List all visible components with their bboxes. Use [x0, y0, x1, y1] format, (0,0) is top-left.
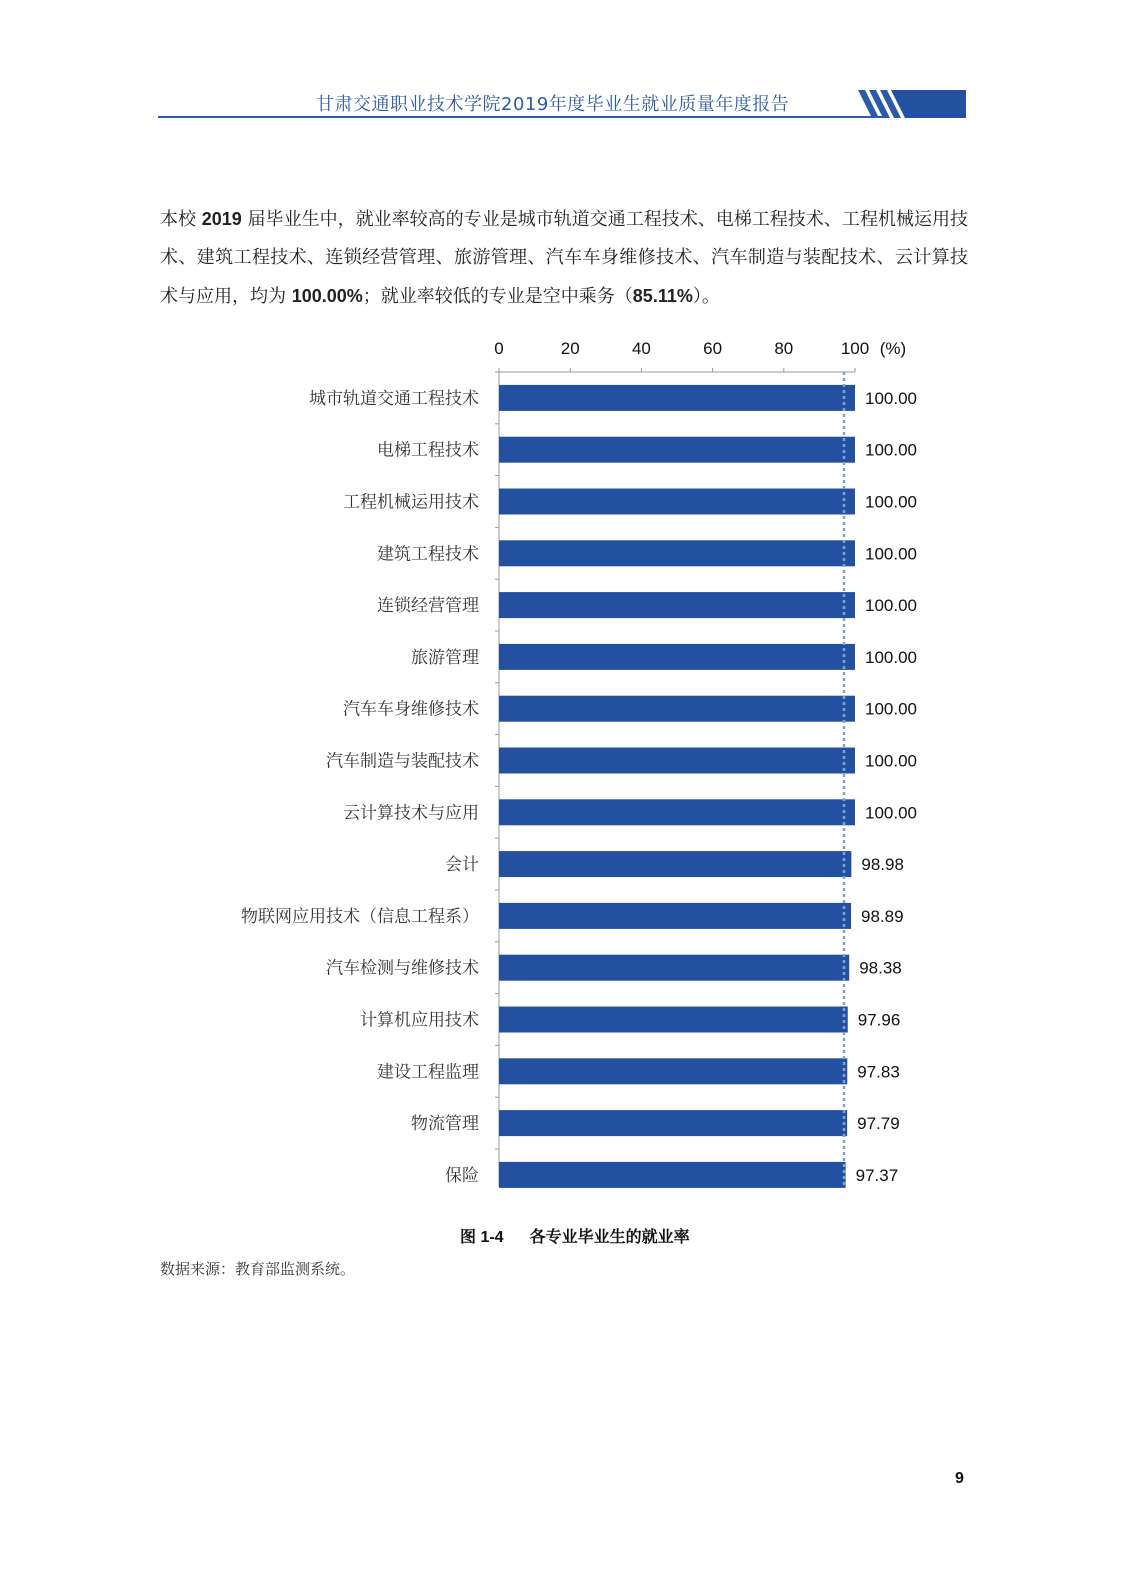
bar	[499, 592, 855, 618]
bar	[499, 489, 855, 515]
data-label: 98.98	[861, 855, 904, 875]
bar	[499, 748, 855, 774]
category-label: 汽车检测与维修技术	[326, 958, 479, 979]
figure-title: 各专业毕业生的就业率	[529, 1227, 690, 1246]
bar	[499, 644, 855, 670]
category-label: 物流管理	[411, 1114, 479, 1135]
category-label: 工程机械运用技术	[343, 492, 479, 513]
bar	[499, 955, 849, 981]
bar	[499, 540, 855, 566]
category-label: 保险	[445, 1165, 479, 1186]
page-number: 9	[955, 1470, 964, 1487]
category-label: 计算机应用技术	[360, 1010, 479, 1031]
x-tick-label: 20	[560, 339, 580, 358]
data-label: 100.00	[865, 699, 917, 719]
data-label: 100.00	[865, 751, 917, 771]
category-label: 旅游管理	[411, 647, 479, 668]
category-label: 云计算技术与应用	[343, 803, 479, 824]
bar	[499, 385, 855, 411]
bar	[499, 696, 855, 722]
data-label: 97.37	[855, 1165, 899, 1185]
bar	[499, 1162, 846, 1188]
category-label: 城市轨道交通工程技术	[309, 388, 479, 409]
category-label: 建筑工程技术	[377, 544, 479, 565]
data-label: 97.83	[857, 1062, 900, 1082]
data-label: 97.96	[857, 1010, 901, 1030]
x-tick-label: 40	[631, 339, 651, 358]
category-label: 电梯工程技术	[377, 440, 479, 461]
data-label: 100.00	[865, 596, 917, 616]
bar	[499, 437, 855, 463]
data-label: 100.00	[865, 440, 917, 460]
data-label: 100.00	[865, 544, 917, 564]
category-label: 汽车车身维修技术	[343, 699, 479, 720]
paragraph-year: 2019	[201, 209, 242, 229]
category-label: 建设工程监理	[377, 1062, 479, 1083]
paragraph-high-rate: 100.00%	[291, 286, 363, 306]
paragraph-text-2: 届毕业生中，就业率较高的专业是城市轨道交通工程技术、电梯工程技术、工程机械运用技术、建筑工程技术、连锁经营管理、旅游管理、汽车车身维修技术、汽车制造与装配技术、云计算技术与应用，均为	[160, 209, 968, 307]
paragraph-low-rate: 85.11%	[632, 286, 693, 306]
data-label: 98.38	[859, 958, 902, 978]
x-tick-label: 80	[774, 339, 794, 358]
bar	[499, 903, 851, 929]
x-axis-unit: (%)	[879, 339, 907, 358]
header-title: 甘肃交通职业技术学院2019年度毕业生就业质量年度报告	[316, 94, 790, 115]
category-label: 连锁经营管理	[377, 596, 479, 617]
data-label: 100.00	[865, 388, 917, 408]
figure-number: 图 1-4	[460, 1229, 504, 1246]
x-tick-label: 60	[703, 339, 723, 358]
paragraph-text-3: ；就业率较低的专业是空中乘务（	[362, 286, 633, 307]
bar	[499, 1110, 847, 1136]
category-label: 物联网应用技术（信息工程系）	[241, 906, 479, 927]
paragraph-text-4: ）。	[692, 286, 720, 307]
x-tick-label: 100	[840, 339, 870, 358]
bar	[499, 851, 851, 877]
data-label: 100.00	[865, 647, 917, 667]
x-tick-label: 0	[494, 339, 504, 358]
paragraph-text-1: 本校	[160, 209, 202, 230]
data-label: 100.00	[865, 803, 917, 823]
category-label: 会计	[445, 855, 479, 876]
bar	[499, 799, 855, 825]
data-label: 98.89	[861, 906, 904, 926]
data-source-note: 数据来源：教育部监测系统。	[160, 1260, 356, 1278]
category-label: 汽车制造与装配技术	[326, 751, 479, 772]
bar	[499, 1007, 848, 1033]
data-label: 100.00	[865, 492, 917, 512]
data-label: 97.79	[857, 1114, 900, 1134]
bar	[499, 1058, 847, 1084]
figure-caption	[460, 1224, 690, 1247]
